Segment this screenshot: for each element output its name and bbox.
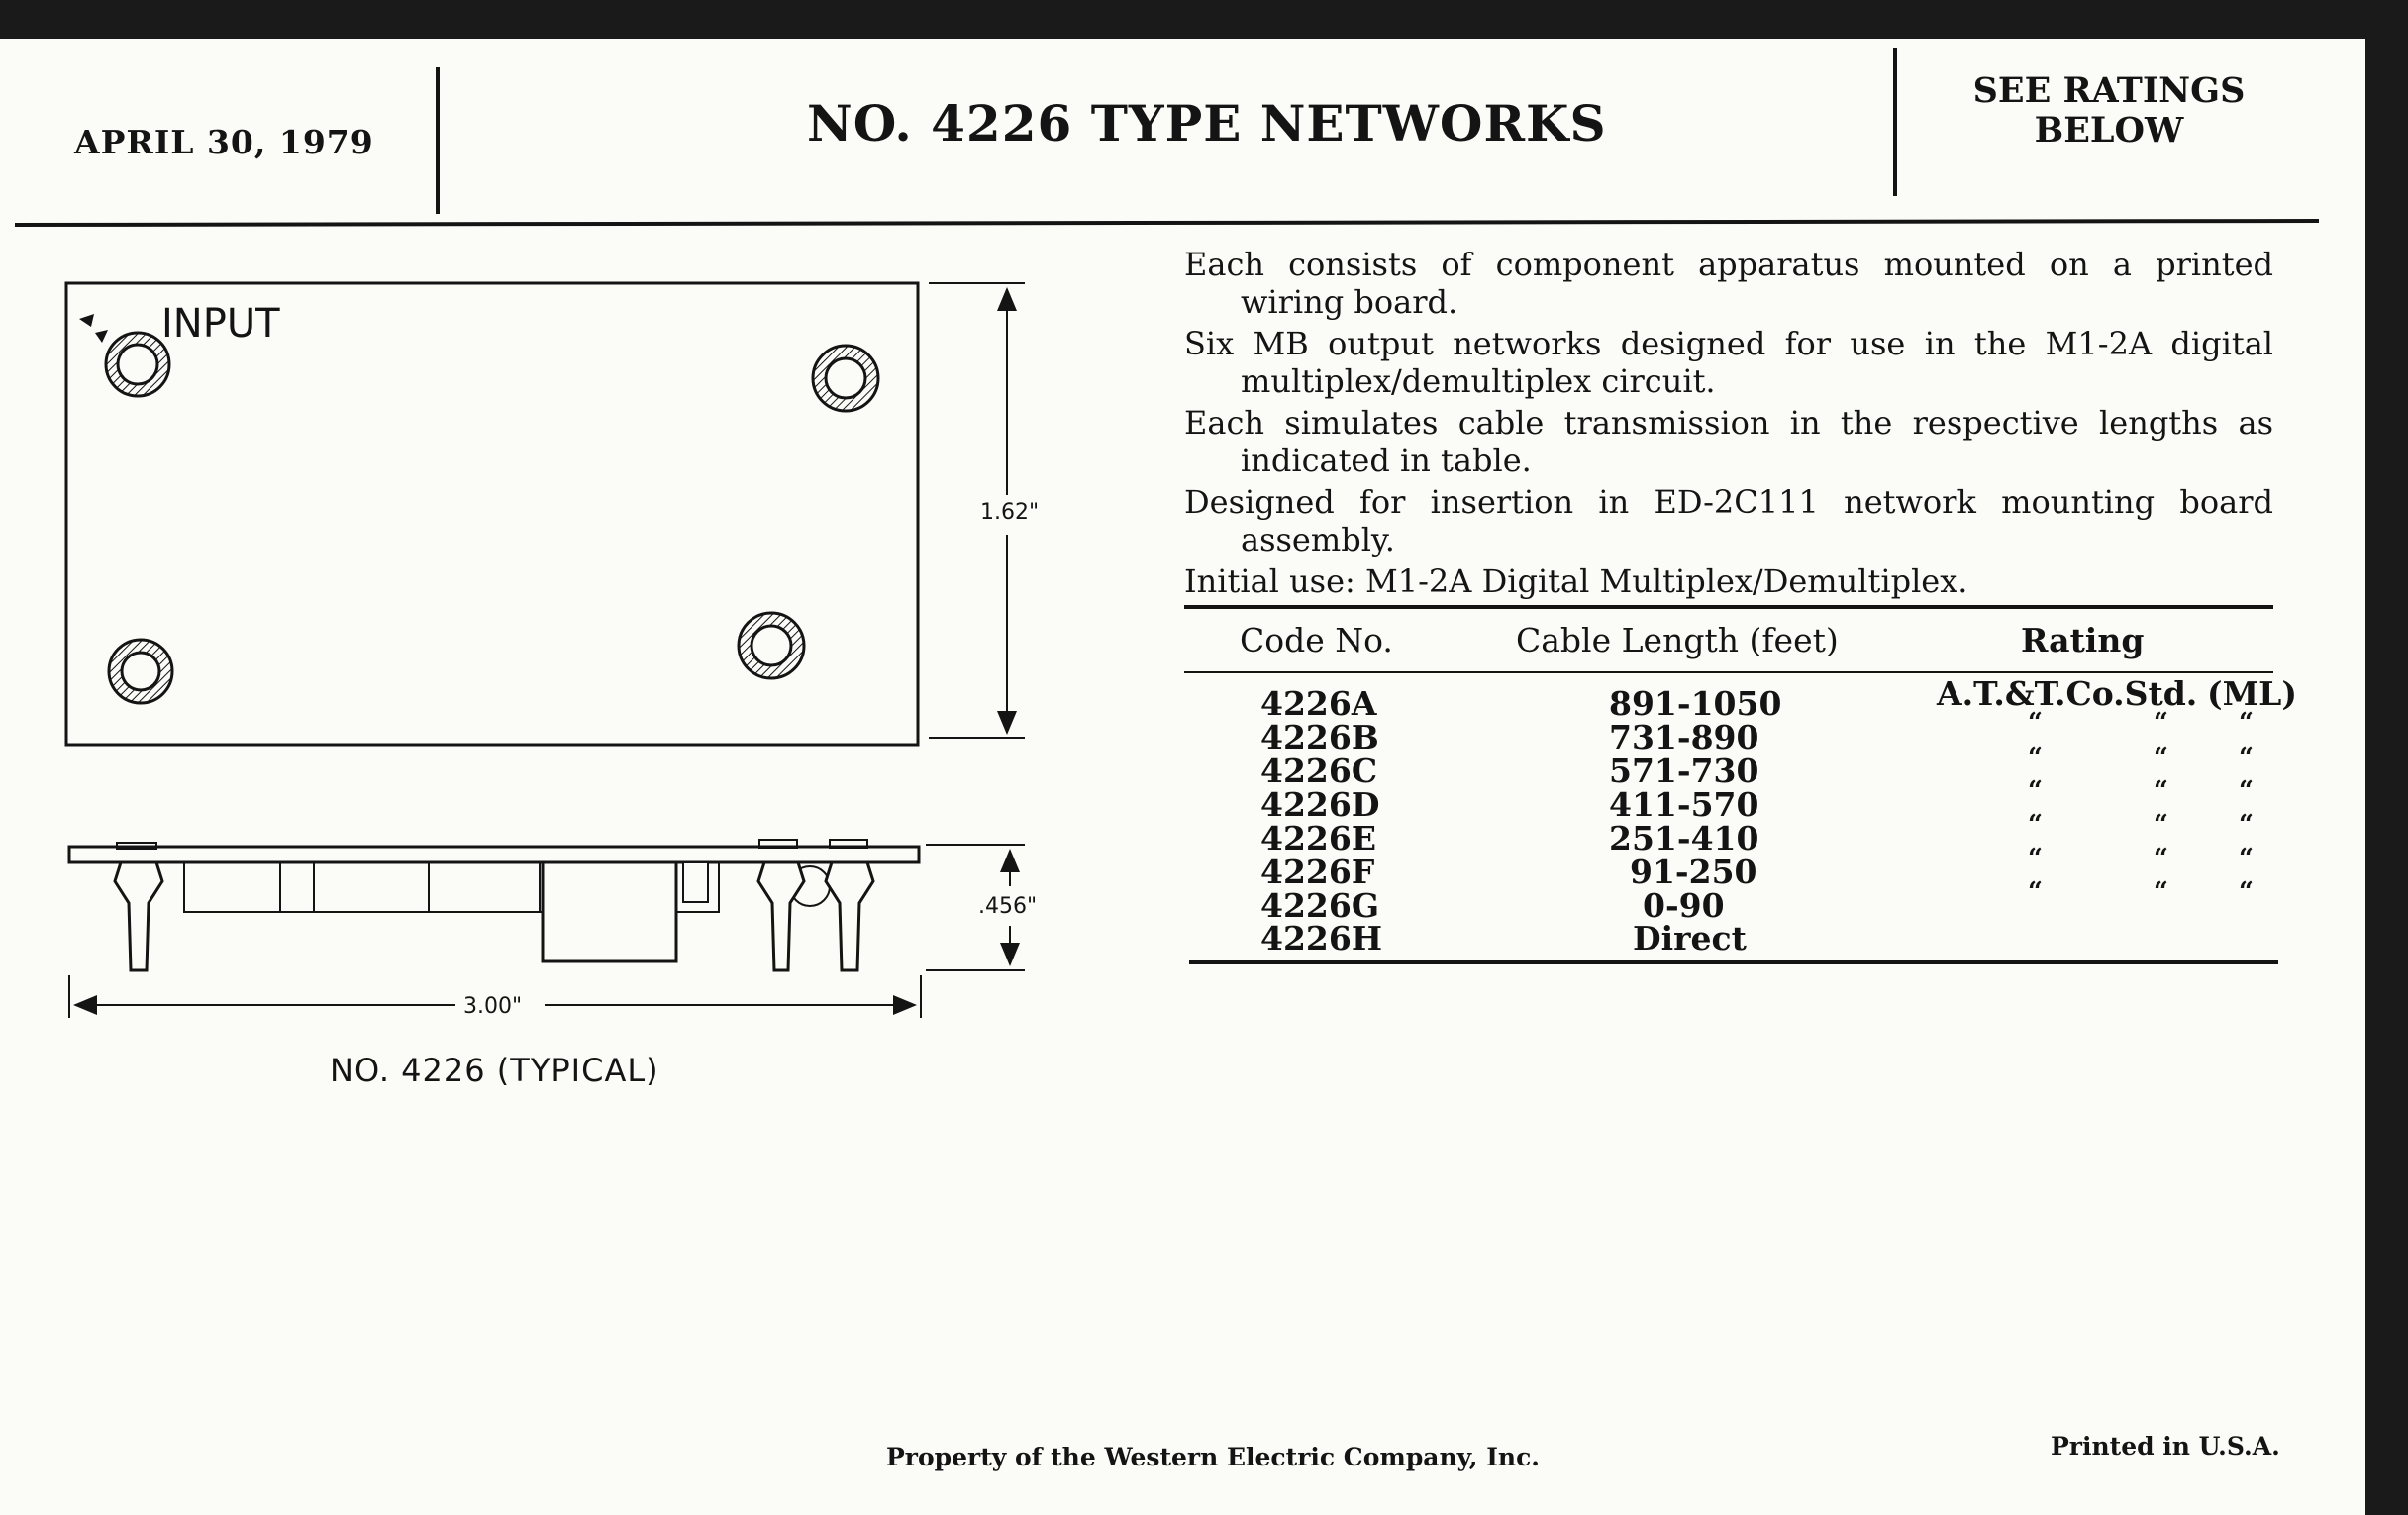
issue-date: APRIL 30, 1979 [74, 123, 374, 161]
ratings-note-line1: SEE RATINGS [1972, 70, 2246, 111]
ditto-mark: “ [2028, 877, 2043, 907]
pin-icon [758, 862, 804, 970]
pin-icon [826, 862, 873, 970]
page-title: NO. 4226 TYPE NETWORKS [807, 94, 1607, 152]
ditto-mark: “ [2239, 776, 2254, 806]
length-cell: 731-890 [1609, 718, 1759, 757]
ditto-mark: “ [2239, 844, 2254, 873]
mounting-hole-icon [109, 640, 172, 703]
code-cell: 4226B [1260, 718, 1379, 757]
board-drawing [0, 238, 1139, 1050]
description-paragraph: Initial use: M1-2A Digital Multiplex/Demultiplex. [1184, 562, 1968, 600]
header-rating: Rating [2021, 621, 2145, 659]
width-dimension: 3.00" [463, 994, 523, 1019]
length-cell: 571-730 [1609, 752, 1759, 790]
rating-cell: A.T.&T.Co.Std. [1937, 674, 2198, 713]
table-header-rule [1184, 671, 2273, 673]
code-cell: 4226C [1260, 752, 1378, 790]
depth-dimension: .456" [978, 894, 1038, 919]
ditto-mark: “ [2028, 743, 2043, 772]
board-top-view [66, 283, 918, 745]
ditto-mark: “ [2154, 708, 2168, 738]
code-cell: 4226D [1260, 785, 1380, 824]
code-cell: 4226A [1260, 684, 1377, 723]
ditto-mark: “ [2154, 877, 2168, 907]
ditto-mark: “ [2154, 743, 2168, 772]
code-cell: 4226H [1260, 919, 1383, 958]
ditto-mark: “ [2154, 776, 2168, 806]
header-divider-left [436, 67, 440, 214]
description-paragraph: Designed for insertion in ED-2C111 network mounting board assembly. [1184, 483, 2273, 558]
length-cell: 91-250 [1630, 853, 1757, 891]
ditto-mark: “ [2239, 708, 2254, 738]
printed-notice: Printed in U.S.A. [2051, 1432, 2280, 1461]
ditto-mark: “ [2154, 810, 2168, 840]
description [1184, 246, 2273, 604]
input-marker-icon [79, 314, 108, 343]
code-cell: 4226E [1260, 819, 1376, 858]
length-cell: 411-570 [1609, 785, 1759, 824]
ditto-mark: “ [2028, 810, 2043, 840]
code-cell: 4226G [1260, 886, 1380, 925]
header-cable-length: Cable Length (feet) [1516, 621, 1839, 659]
header-code-no: Code No. [1240, 621, 1393, 659]
mounting-hole-icon [106, 333, 169, 396]
length-cell: Direct [1633, 919, 1747, 958]
height-dimension: 1.62" [980, 500, 1040, 525]
table-top-rule [1184, 605, 2273, 609]
code-cell: 4226F [1260, 853, 1375, 891]
description-paragraph: Six MB output networks designed for use in the M1-2A digital multiplex/demultiplex circuit. [1184, 325, 2273, 400]
description-paragraph: Each simulates cable transmission in the respective lengths as indicated in table. [1184, 404, 2273, 479]
ditto-mark: “ [2028, 776, 2043, 806]
length-cell: 251-410 [1609, 819, 1759, 858]
input-label: INPUT [161, 301, 280, 347]
drawing-caption: NO. 4226 (TYPICAL) [330, 1052, 659, 1089]
ratings-note [1970, 71, 2248, 151]
table-bottom-rule [1189, 960, 2278, 964]
length-cell: 891-1050 [1609, 684, 1782, 723]
ditto-mark: “ [2239, 877, 2254, 907]
mounting-hole-icon [813, 346, 878, 411]
pin-icon [115, 862, 162, 970]
ratings-note-line2: BELOW [2034, 110, 2184, 151]
property-notice: Property of the Western Electric Company, Inc. [886, 1443, 1541, 1471]
ditto-mark: “ [2239, 743, 2254, 772]
length-cell: 0-90 [1643, 886, 1725, 925]
mounting-hole-icon [739, 613, 804, 678]
description-paragraph: Each consists of component apparatus mounted on a printed wiring board. [1184, 246, 2273, 321]
ditto-mark: “ [2154, 844, 2168, 873]
ditto-mark: “ [2028, 708, 2043, 738]
ditto-mark: “ [2028, 844, 2043, 873]
board-side-view [69, 847, 919, 862]
header-divider-right [1893, 48, 1897, 196]
ditto-mark: “ [2239, 810, 2254, 840]
rating-class-cell: (ML) [2207, 674, 2297, 713]
